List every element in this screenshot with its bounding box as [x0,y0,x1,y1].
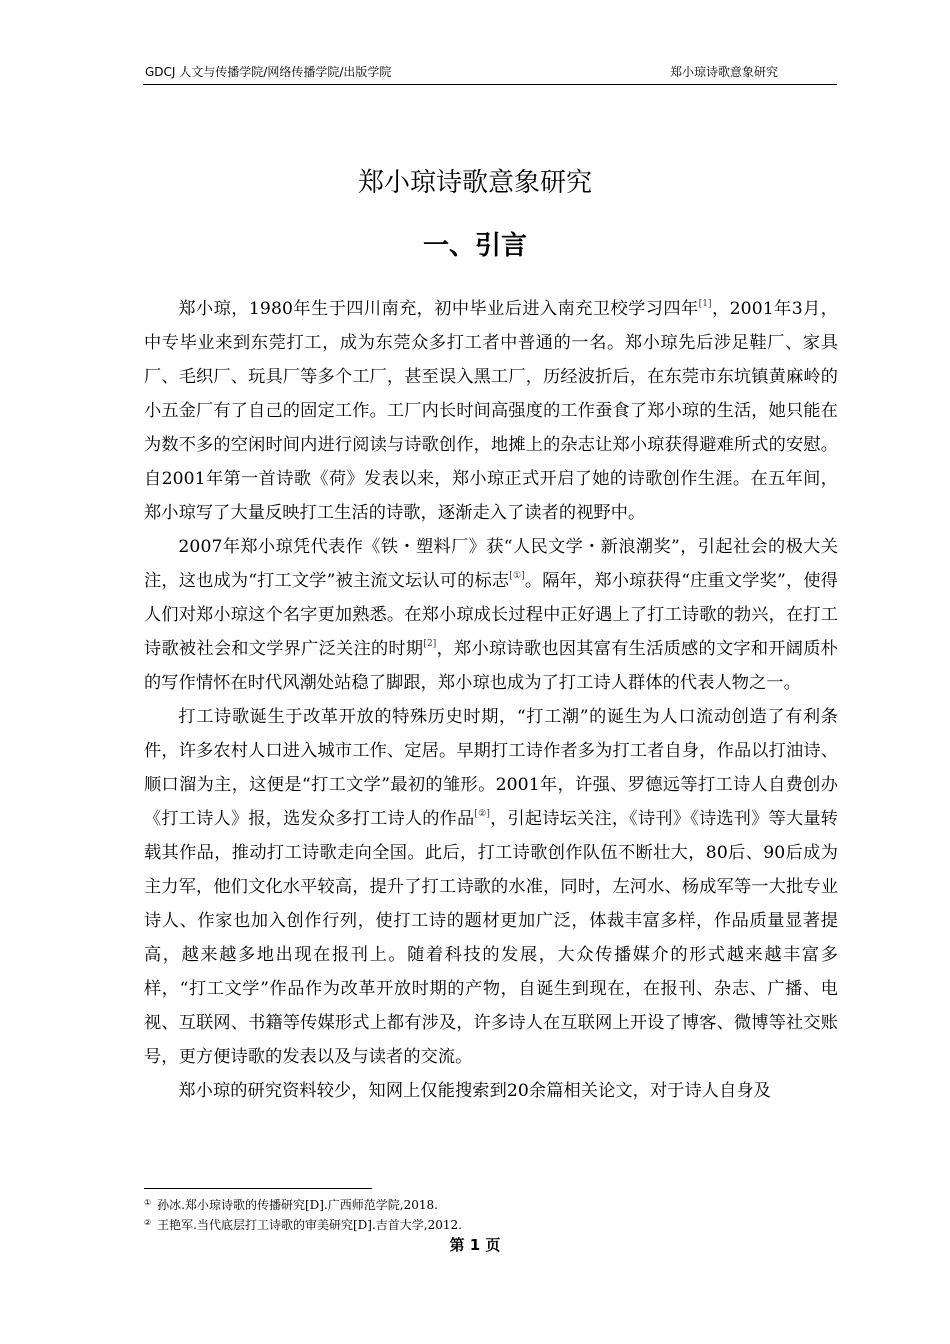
paragraph-text: 。隔年，郑小琼获得“庄重文学奖”，使得人们对郑小琼这个名字更加熟悉。在郑小琼成长过程中正好遇上了打工诗歌的勃兴，在打工诗歌被社会和文学界广泛关注的时期 [144,571,838,659]
page-number: 第 1 页 [449,1236,501,1254]
body-paragraph [144,292,838,530]
running-header-institution: GDCJ 人文与传播学院/网络传播学院/出版学院 [145,65,392,79]
running-header-title: 郑小琼诗歌意象研究 [669,65,778,79]
paragraph-text: 郑小琼，1980年生于四川南充，初中毕业后进入南充卫校学习四年 [178,299,699,319]
document-title: 郑小琼诗歌意象研究 [357,168,592,198]
section-heading: 一、引言 [422,231,527,261]
paragraph-text: ，2001年3月，中专毕业来到东莞打工，成为东莞众多打工者中普通的一名。郑小琼先后涉足鞋厂、家具厂、毛织厂、玩具厂等多个工厂，甚至误入黑工厂，历经波折后，在东莞市东坑镇黄麻岭的小五金厂有了自己的固定工作。工厂内长时间高强度的工作蚕食了郑小琼的生活，她只能在为数不多的空闲时间内进行阅读与诗歌创作，地摊上的杂志让郑小琼获得避难所式的安慰。自2001年第一首诗歌《荷》发表以来，郑小琼正式开启了她的诗歌创作生涯。在五年间，郑小琼写了大量反映打工生活的诗歌，逐渐走入了读者的视野中。 [144,299,839,523]
footnote-text: 王艳军.当代底层打工诗歌的审美研究[D].吉首大学,2012. [157,1218,462,1232]
citation-marker: [②] [474,809,491,819]
body-text [144,292,838,1108]
footnote-mark: ① [144,1198,152,1207]
footnote-mark: ② [144,1218,152,1227]
citation-marker: [2] [423,639,437,649]
paragraph-text: ，郑小琼诗歌也因其富有生活质感的文字和开阔质朴的写作情怀在时代风潮处站稳了脚跟，郑小琼也成为了打工诗人群体的代表人物之一。 [144,639,838,693]
footnote-text: 孙冰.郑小琼诗歌的传播研究[D].广西师范学院,2018. [157,1198,438,1212]
body-paragraph [144,700,838,1074]
citation-marker: [①] [509,571,525,581]
paragraph-text: 打工诗歌诞生于改革开放的特殊历史时期，“打工潮”的诞生为人口流动创造了有利条件，许多农村人口进入城市工作、定居。早期打工诗作者多为打工者自身，作品以打油诗、顺口溜为主，这便是“打工文学”最初的雏形。2001年，许强、罗德远等打工诗人自费创办《打工诗人》报，选发众多打工诗人的作品 [144,707,838,829]
footnote [144,1214,838,1234]
body-paragraph [144,530,838,700]
footnote [144,1194,838,1214]
footnote-rule [144,1188,372,1189]
footnotes [144,1194,838,1234]
header-rule [143,84,837,85]
paragraph-text: 郑小琼的研究资料较少，知网上仅能搜索到20余篇相关论文，对于诗人自身及 [178,1081,771,1101]
paragraph-text: 2007年郑小琼凭代表作《铁・塑料厂》获“人民文学・新浪潮奖”，引起社会的极大关注，这也成为“打工文学”被主流文坛认可的标志 [144,537,838,591]
paragraph-text: ，引起诗坛关注，《诗刊》《诗选刊》等大量转载其作品，推动打工诗歌走向全国。此后，打工诗歌创作队伍不断壮大，80后、90后成为主力军，他们文化水平较高，提升了打工诗歌的水准，同时，左河水、杨成军等一大批专业诗人、作家也加入创作行列，使打工诗的题材更加广泛，体裁丰富多样，作品质量显著提高，越来越多地出现在报刊上。随着科技的发展，大众传播媒介的形式越来越丰富多样，“打工文学”作品作为改革开放时期的产物，自诞生到现在，在报刊、杂志、广播、电视、互联网、书籍等传媒形式上都有涉及，许多诗人在互联网上开设了博客、微博等社交账号，更方便诗歌的发表以及与读者的交流。 [144,809,838,1067]
citation-marker: [1] [698,299,712,309]
body-paragraph [144,1074,838,1108]
